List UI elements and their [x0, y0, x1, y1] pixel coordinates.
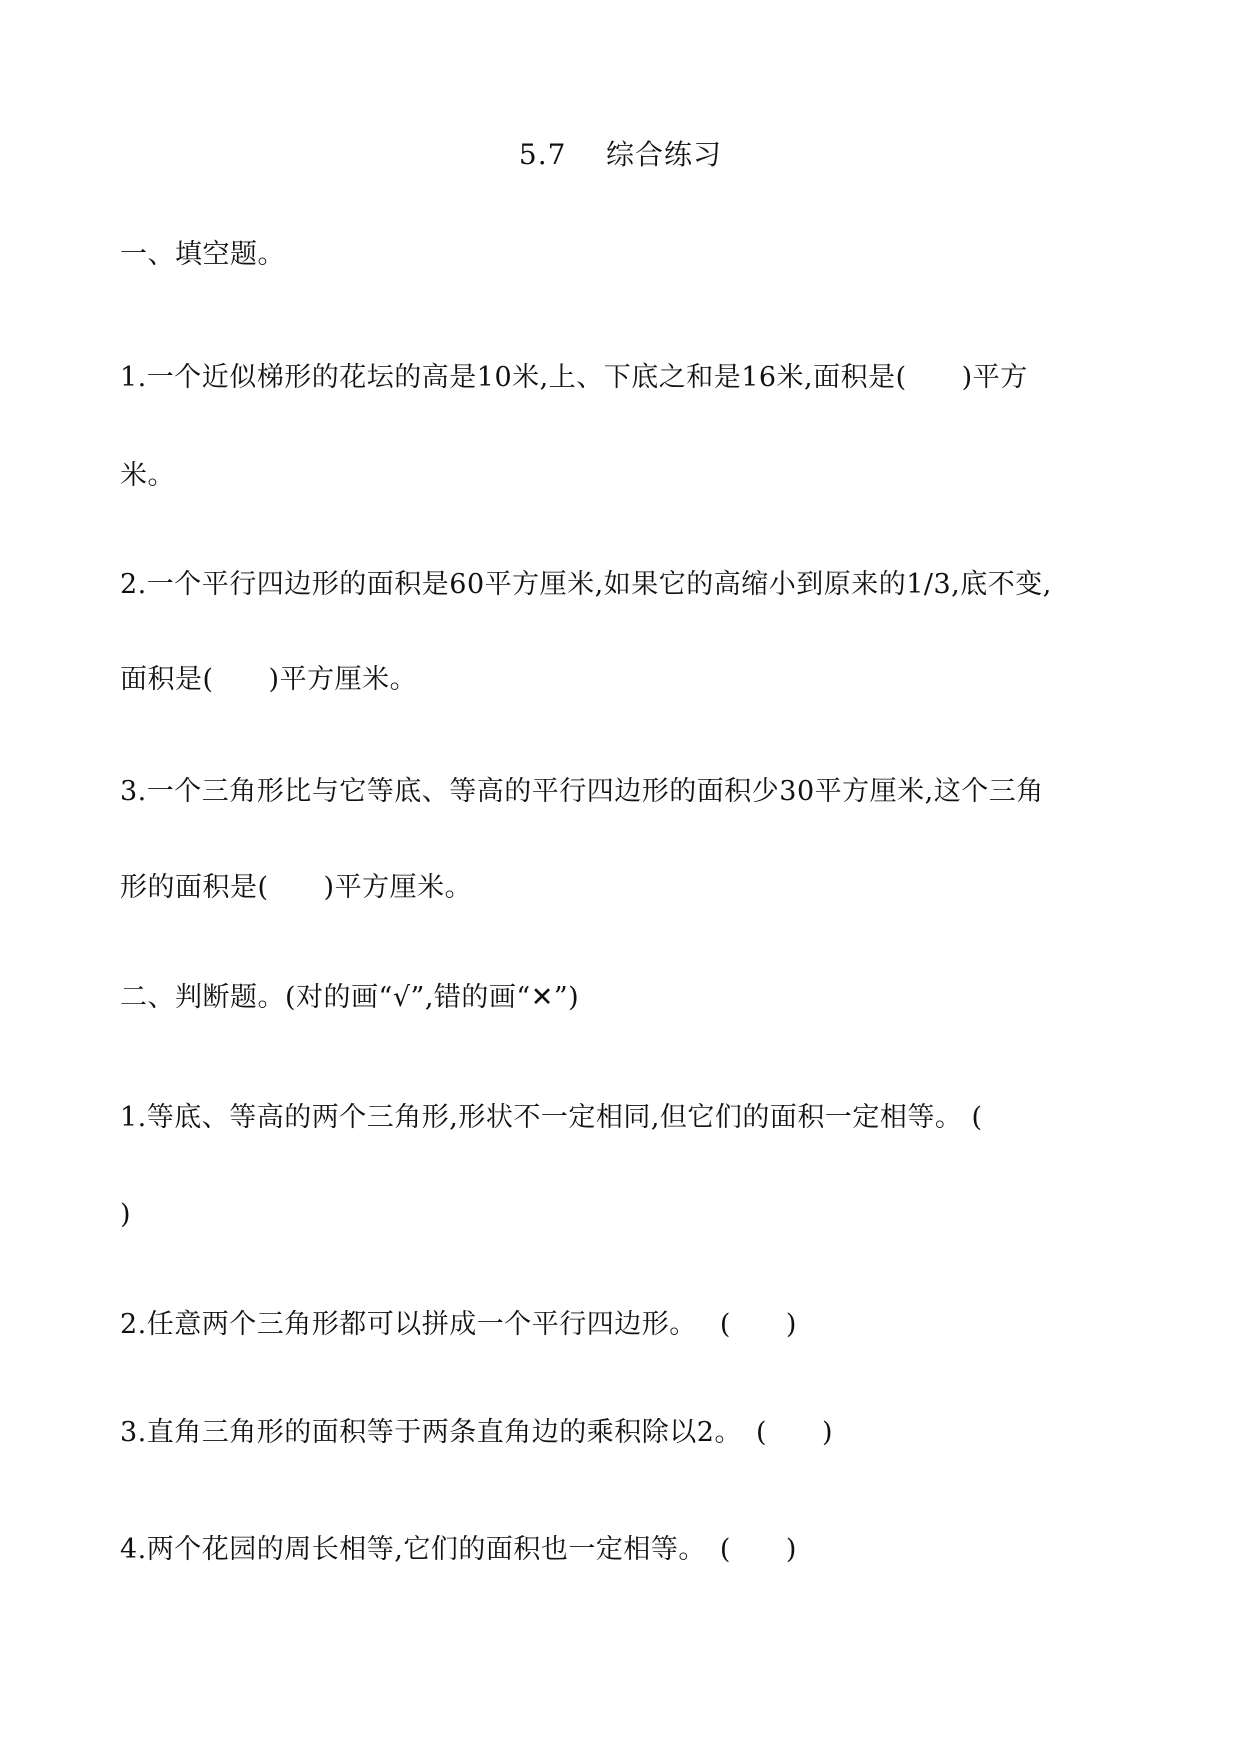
fill-question-1-line-2: 米。 [120, 460, 175, 491]
page-title: 5.7 综合练习 [518, 138, 723, 171]
judge-question-3: 3.直角三角形的面积等于两条直角边的乘积除以2。 ( ) [120, 1417, 834, 1448]
judge-question-4: 4.两个花园的周长相等,它们的面积也一定相等。 ( ) [120, 1534, 797, 1565]
fill-question-3-line-2: 形的面积是( )平方厘米。 [120, 872, 473, 903]
fill-question-1-line-1: 1.一个近似梯形的花坛的高是10米,上、下底之和是16米,面积是( )平方 [120, 362, 1028, 393]
fill-question-2-line-2: 面积是( )平方厘米。 [120, 664, 418, 695]
judge-question-2: 2.任意两个三角形都可以拼成一个平行四边形。 ( ) [120, 1309, 797, 1340]
fill-question-3-line-1: 3.一个三角形比与它等底、等高的平行四边形的面积少30平方厘米,这个三角 [120, 776, 1044, 807]
judge-question-1-line-1: 1.等底、等高的两个三角形,形状不一定相同,但它们的面积一定相等。 ( [120, 1102, 983, 1133]
fill-question-2-line-1: 2.一个平行四边形的面积是60平方厘米,如果它的高缩小到原来的1/3,底不变, [120, 569, 1052, 600]
judge-question-1-line-2: ) [120, 1199, 132, 1230]
section-heading-true-false: 二、判断题。(对的画“√”,错的画“✕”) [120, 982, 580, 1013]
section-heading-fill-in: 一、填空题。 [120, 239, 285, 270]
